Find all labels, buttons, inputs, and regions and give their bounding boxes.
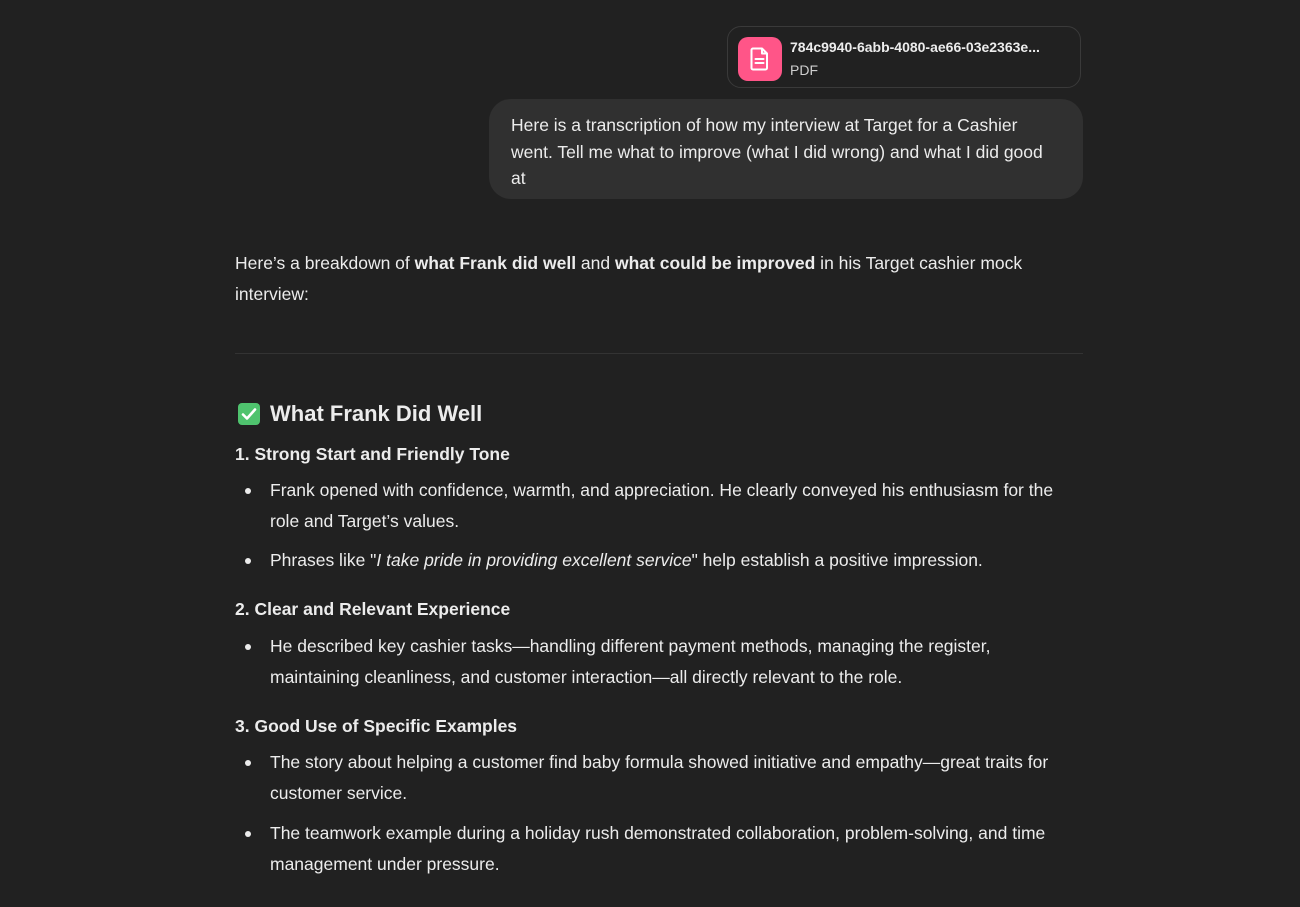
section-title: What Frank Did Well xyxy=(270,401,483,426)
check-mark-icon xyxy=(238,403,260,425)
list-item-text: Phrases like " xyxy=(270,550,377,570)
intro-text: Here’s a breakdown of xyxy=(235,253,415,273)
list-item-text: " help establish a positive impression. xyxy=(691,550,983,570)
list-item-text: He described key cashier tasks—handling different payment methods, managing the register, maintaining cleanliness, and customer interaction—all directly relevant to the role. xyxy=(270,636,991,687)
assistant-intro xyxy=(235,248,1083,310)
bullet-dot xyxy=(245,558,251,564)
bullet-list xyxy=(235,631,1083,693)
file-attachment-card[interactable] xyxy=(727,26,1081,88)
list-item xyxy=(235,818,1083,880)
user-message-bubble xyxy=(489,99,1083,199)
list-item-text: The teamwork example during a holiday rush demonstrated collaboration, problem-solving, and time management under pressure. xyxy=(270,823,1046,874)
attachment-file-name: 784c9940-6abb-4080-ae66-03e2363e... xyxy=(790,39,1040,55)
list-item xyxy=(235,747,1083,809)
intro-bold-did-well: what Frank did well xyxy=(414,253,577,273)
subsection-heading: 2. Clear and Relevant Experience xyxy=(235,599,511,619)
document-icon xyxy=(738,37,782,81)
bullet-dot xyxy=(245,644,251,650)
list-item xyxy=(235,475,1083,537)
section-heading xyxy=(235,399,1083,429)
user-message-text: Here is a transcription of how my interview at Target for a Cashier went. Tell me what to improve (what I did wrong) and what I did good at xyxy=(511,115,1043,188)
bullet-list xyxy=(235,475,1083,576)
intro-text: in his Target cashier mock interview: xyxy=(235,253,1023,304)
attachment-file-type: PDF xyxy=(790,62,818,78)
bullet-list xyxy=(235,747,1083,880)
quote-text: I take pride in providing excellent service xyxy=(376,550,692,570)
intro-text: and xyxy=(576,253,615,273)
subsection-heading: 1. Strong Start and Friendly Tone xyxy=(235,444,510,464)
list-item-text: The story about helping a customer find baby formula showed initiative and empathy—great traits for customer service. xyxy=(270,752,1049,803)
bullet-dot xyxy=(245,760,251,766)
section-divider xyxy=(235,353,1083,354)
list-item xyxy=(235,631,1083,693)
list-item-text: Frank opened with confidence, warmth, and appreciation. He clearly conveyed his enthusiasm for the role and Target’s values. xyxy=(270,480,1054,531)
bullet-dot xyxy=(245,488,251,494)
intro-bold-improved: what could be improved xyxy=(615,253,816,273)
assistant-message xyxy=(235,248,1083,880)
list-item xyxy=(235,545,1083,576)
bullet-dot xyxy=(245,831,251,837)
subsection-heading: 3. Good Use of Specific Examples xyxy=(235,716,518,736)
